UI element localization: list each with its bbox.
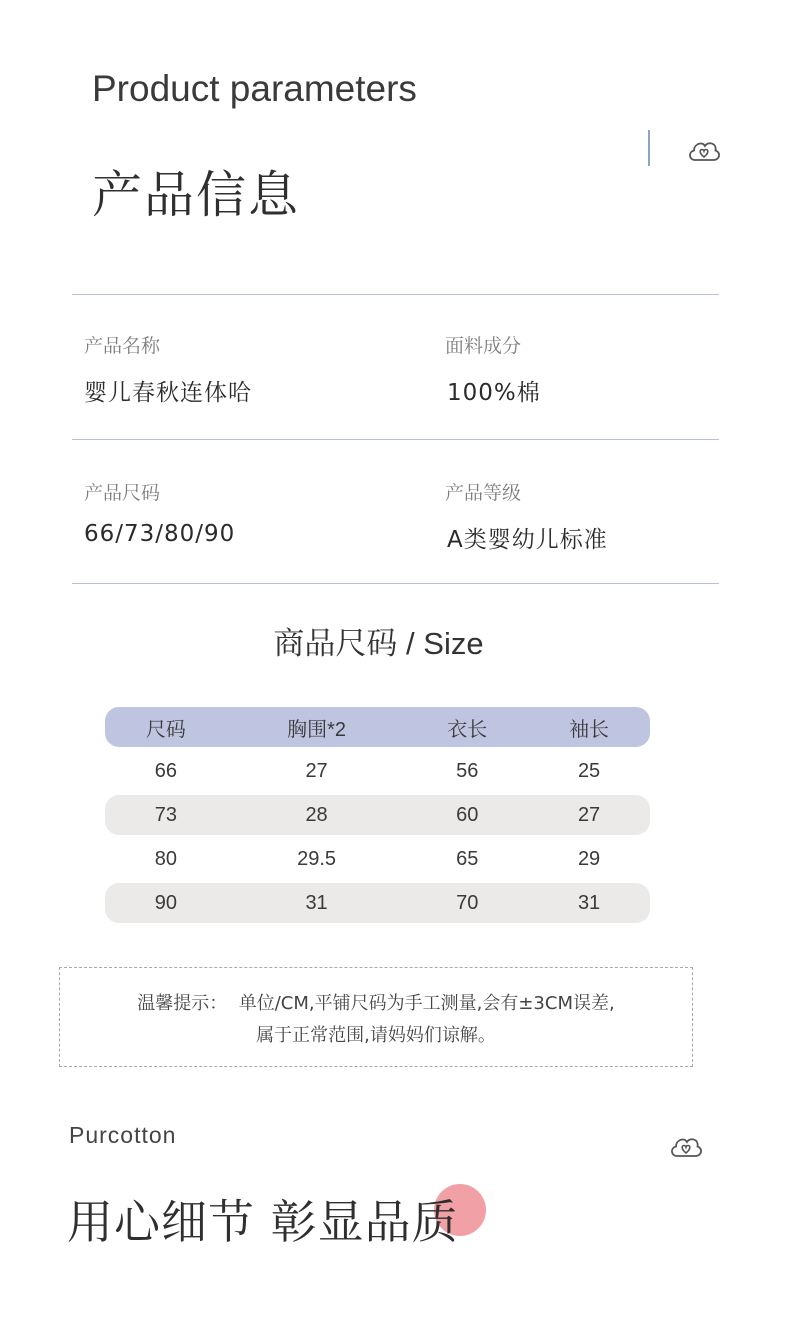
accent-divider xyxy=(648,130,650,166)
table-cell: 31 xyxy=(528,883,650,923)
section-title-cn: 产品信息 xyxy=(92,166,300,224)
table-cell: 56 xyxy=(456,759,479,782)
detail-section-title: 用心细节 彰显品质 xyxy=(67,1195,459,1249)
column-header: 衣长 xyxy=(406,707,528,747)
table-cell: 73 xyxy=(105,795,227,835)
table-row xyxy=(105,883,650,923)
size-chart-title xyxy=(0,618,757,663)
table-cell: 31 xyxy=(227,883,406,923)
table-row xyxy=(105,839,650,879)
table-cell: 80 xyxy=(154,847,178,870)
divider-line xyxy=(72,439,719,440)
table-cell: 65 xyxy=(456,847,479,870)
param-label-fabric: 面料成分 xyxy=(445,335,522,357)
note-line: 温馨提示： 单位/CM,平铺尺码为手工测量,会有±3CM误差, xyxy=(137,993,615,1014)
note-line: 属于正常范围,请妈妈们谅解。 xyxy=(256,1025,496,1046)
measurement-note xyxy=(59,967,693,1067)
table-cell: 29.5 xyxy=(297,847,337,870)
table-cell: 27 xyxy=(528,795,650,835)
cloud-heart-icon xyxy=(668,1131,704,1161)
size-table xyxy=(105,703,650,927)
table-cell: 27 xyxy=(305,759,328,782)
cloud-heart-icon xyxy=(686,135,722,165)
section-title-en: Product parameters xyxy=(92,68,417,109)
column-header: 胸围*2 xyxy=(227,707,406,747)
size-title-cn: 商品尺码 xyxy=(273,626,398,662)
param-value-fabric: 100%棉 xyxy=(447,380,541,406)
size-title-en: Size xyxy=(423,626,484,661)
table-row xyxy=(105,751,650,791)
param-value-grade: A类婴幼儿标准 xyxy=(447,527,608,553)
param-label-product-name: 产品名称 xyxy=(84,335,161,357)
brand-name: Purcotton xyxy=(69,1122,177,1148)
table-cell: 66 xyxy=(154,759,178,782)
table-cell: 29 xyxy=(577,847,601,870)
divider-line xyxy=(72,583,719,584)
divider-line xyxy=(72,294,719,295)
table-cell: 25 xyxy=(577,759,601,782)
table-cell: 60 xyxy=(406,795,528,835)
column-header: 袖长 xyxy=(528,707,650,747)
table-cell: 90 xyxy=(105,883,227,923)
param-value-product-name: 婴儿春秋连体哈 xyxy=(84,380,252,406)
table-header-row xyxy=(105,707,650,747)
table-row xyxy=(105,795,650,835)
param-value-size: 66/73/80/90 xyxy=(84,521,236,547)
param-label-size: 产品尺码 xyxy=(84,482,161,504)
table-cell: 70 xyxy=(406,883,528,923)
column-header: 尺码 xyxy=(105,707,227,747)
size-title-separator: / xyxy=(397,626,424,661)
param-label-grade: 产品等级 xyxy=(445,482,522,504)
table-cell: 28 xyxy=(227,795,406,835)
